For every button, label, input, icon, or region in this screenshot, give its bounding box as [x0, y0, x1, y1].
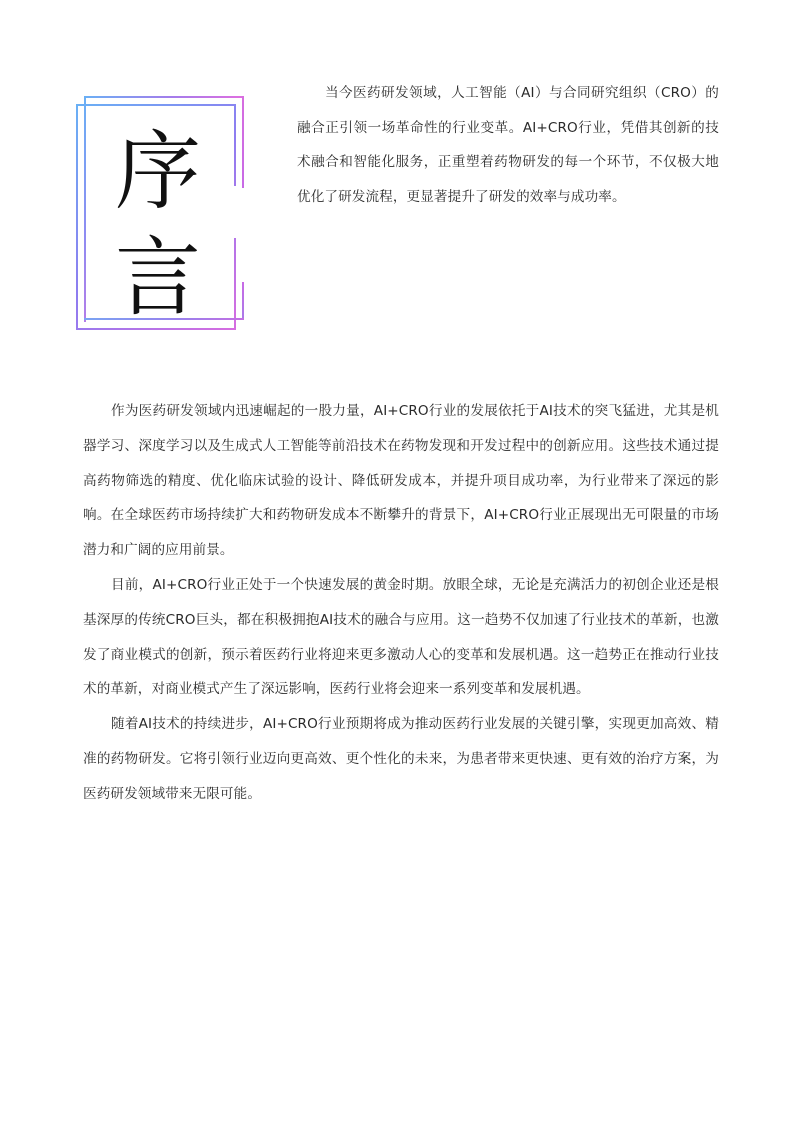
title-char-2: 言: [115, 228, 201, 328]
body-paragraph-2: 目前，AI+CRO行业正处于一个快速发展的黄金时期。放眼全球，无论是充满活力的初创企业还是根基深厚的传统CRO巨头，都在积极拥抱AI技术的融合与应用。这一趋势不仅加速了行业技术的革新，也激发了商业模式的创新，预示着医药行业将迎来更多激动人心的变革和发展机遇。这一趋势正在推动行业技术的革新，对商业模式产生了深远影响，医药行业将会迎来一系列变革和发展机遇。: [83, 576, 719, 698]
body-paragraph-3: 随着AI技术的持续进步，AI+CRO行业预期将成为推动医药行业发展的关键引擎，实现更加高效、精准的药物研发。它将引领行业迈向更高效、更个性化的未来，为患者带来更快速、更有效的治疗方案，为医药研发领域带来无限可能。: [83, 716, 719, 802]
title-char-1: 序: [115, 122, 201, 222]
intro-paragraph: 当今医药研发领域，人工智能（AI）与合同研究组织（CRO）的融合正引领一场革命性的行业变革。AI+CRO行业，凭借其创新的技术融合和智能化服务，正重塑着药物研发的每一个环节，不仅极大地优化了研发流程，更显著提升了研发的效率与成功率。: [297, 85, 719, 205]
frame-left-line: [84, 96, 86, 322]
frame-right-bottom-line: [242, 282, 244, 320]
frame-right-top-line: [242, 96, 244, 188]
body-text: [83, 394, 719, 812]
body-paragraph-1: 作为医药研发领域内迅速崛起的一股力量，AI+CRO行业的发展依托于AI技术的突飞猛进，尤其是机器学习、深度学习以及生成式人工智能等前沿技术在药物发现和开发过程中的创新应用。这些技术通过提高药物筛选的精度、优化临床试验的设计、降低研发成本，并提升项目成功率，为行业带来了深远的影响。在全球医药市场持续扩大和药物研发成本不断攀升的背景下，AI+CRO行业正展现出无可限量的市场潜力和广阔的应用前景。: [83, 403, 719, 559]
frame-top-line: [84, 96, 244, 98]
